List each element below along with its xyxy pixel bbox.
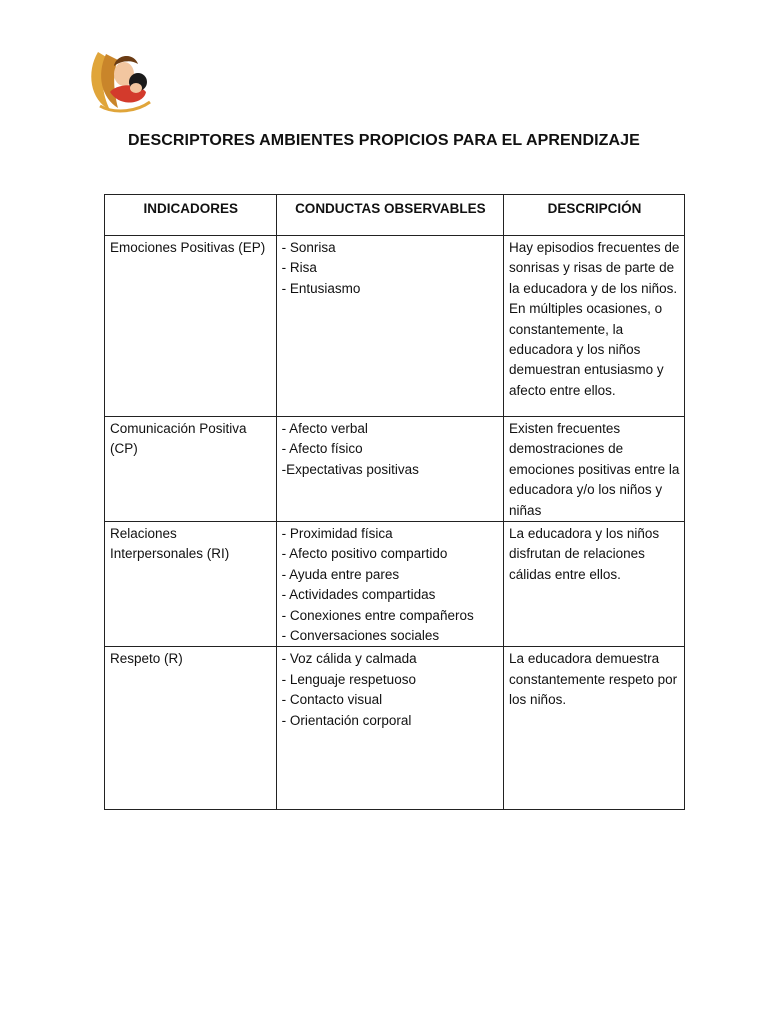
document-title: DESCRIPTORES AMBIENTES PROPICIOS PARA EL APRENDIZAJE	[128, 132, 640, 149]
conductas-cell	[276, 236, 503, 417]
conducta-item: - Voz cálida y calmada	[281, 651, 417, 667]
mother-child-logo	[80, 32, 164, 116]
header-indicadores: INDICADORES	[105, 195, 277, 236]
conducta-item: - Lenguaje respetuoso	[281, 671, 416, 687]
conducta-item: - Entusiasmo	[281, 280, 361, 296]
conductas-cell	[276, 522, 503, 647]
table-row-respeto	[105, 647, 685, 810]
descripcion-cell: Hay episodios frecuentes de sonrisas y risas de parte de la educadora y de los niños. En múltiples ocasiones, o constantemente, la educadora y los niños demuestran entusiasmo y afecto entre ellos.	[504, 236, 685, 417]
descriptors-table	[104, 194, 685, 810]
indicador-cell: Emociones Positivas (EP)	[105, 236, 277, 417]
conducta-item: - Sonrisa	[281, 240, 336, 255]
conducta-item: - Proximidad física	[281, 526, 393, 542]
conductas-cell	[276, 417, 503, 522]
table-row-comunicacion-positiva	[105, 417, 685, 522]
conducta-item: - Afecto verbal	[281, 421, 368, 436]
logo-graphic	[80, 32, 164, 116]
conducta-item: - Risa	[281, 260, 317, 276]
header-conductas: CONDUCTAS OBSERVABLES	[276, 195, 503, 236]
indicador-cell: Comunicación Positiva (CP)	[105, 417, 277, 522]
descripcion-cell: La educadora y los niños disfrutan de relaciones cálidas entre ellos.	[504, 522, 685, 647]
conducta-item: - Orientación corporal	[281, 712, 412, 728]
table-row-emociones-positivas	[105, 236, 685, 417]
conductas-cell	[276, 647, 503, 810]
table-row-relaciones-interpersonales	[105, 522, 685, 647]
header-descripcion: DESCRIPCIÓN	[504, 195, 685, 236]
conducta-item: - Conversaciones sociales	[281, 628, 440, 644]
table-header-row	[105, 195, 685, 236]
conducta-item: - Afecto físico	[281, 441, 363, 457]
conducta-item: - Ayuda entre pares	[281, 566, 400, 582]
indicador-cell: Respeto (R)	[105, 647, 277, 810]
descripcion-cell: Existen frecuentes demostraciones de emociones positivas entre la educadora y/o los niños y niñas	[504, 417, 685, 522]
conducta-item: - Conexiones entre compañeros	[281, 607, 474, 623]
indicador-cell: Relaciones Interpersonales (RI)	[105, 522, 277, 647]
conducta-item: - Contacto visual	[281, 692, 383, 708]
descripcion-cell: La educadora demuestra constantemente respeto por los niños.	[504, 647, 685, 810]
conducta-item: -Expectativas positivas	[281, 461, 419, 477]
conducta-item: - Actividades compartidas	[281, 587, 436, 603]
conducta-item: - Afecto positivo compartido	[281, 546, 448, 562]
